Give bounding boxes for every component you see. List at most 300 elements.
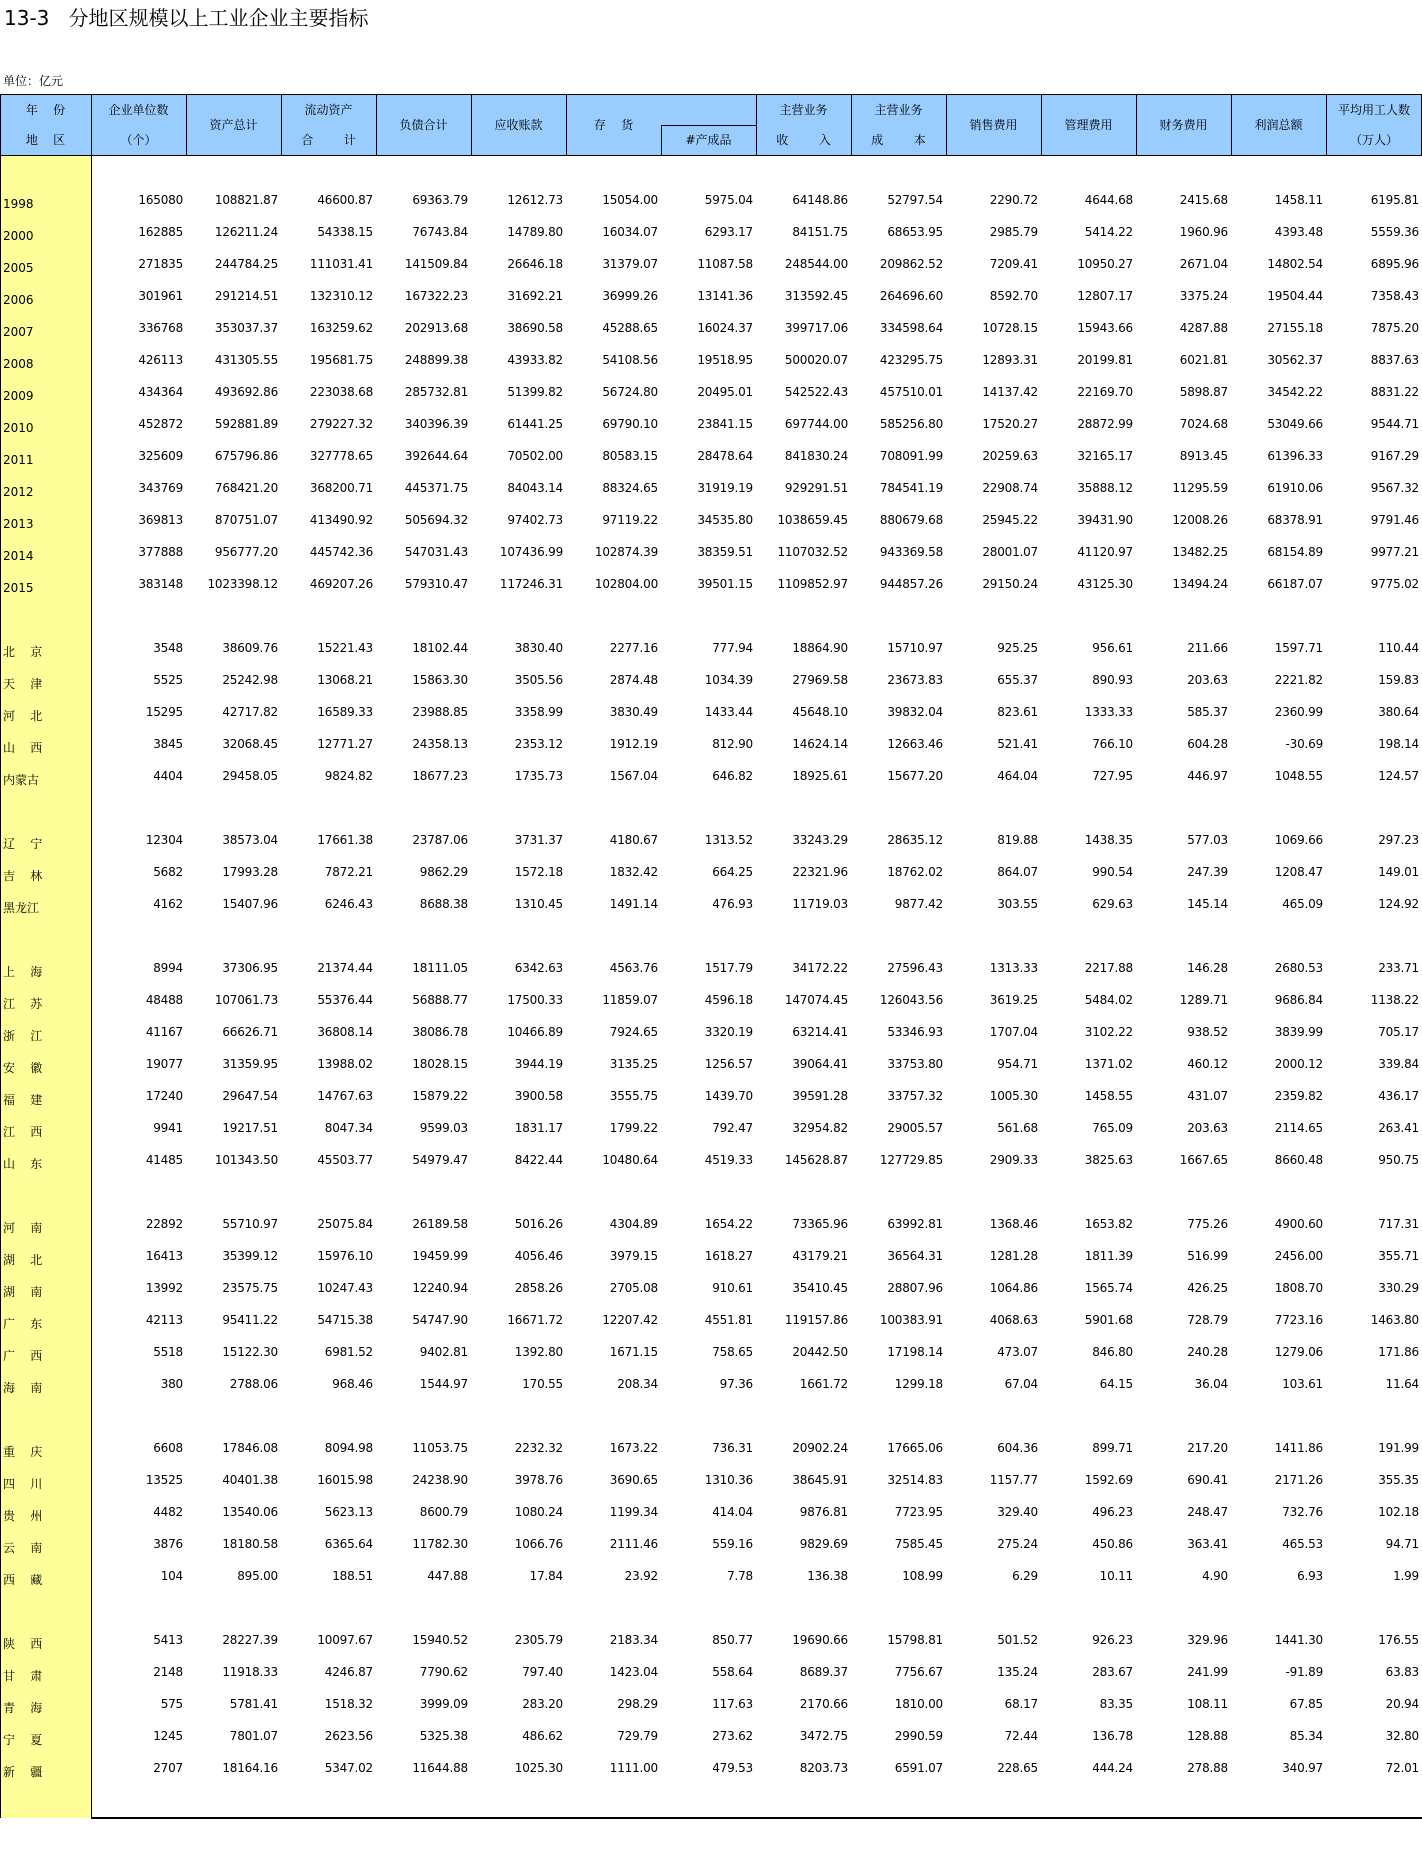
- cell-main-business-revenue: 22321.96: [792, 865, 848, 879]
- header-inventory: 存 货: [593, 118, 634, 132]
- cell-financial-expenses: 728.79: [1187, 1313, 1228, 1327]
- cell-enterprise-count: 22892: [145, 1217, 183, 1231]
- cell-inventory: 4304.89: [609, 1217, 658, 1231]
- cell-inventory: 208.34: [617, 1377, 658, 1391]
- cell-admin-expenses: 956.61: [1092, 641, 1133, 655]
- cell-finished-goods: 758.65: [712, 1345, 753, 1359]
- cell-main-business-cost: 28635.12: [887, 833, 943, 847]
- cell-accounts-receivable: 3731.37: [514, 833, 563, 847]
- cell-admin-expenses: 1653.82: [1084, 1217, 1133, 1231]
- cell-inventory: 102874.39: [594, 545, 658, 559]
- cell-inventory: 1912.19: [609, 737, 658, 751]
- cell-enterprise-count: 13525: [145, 1473, 183, 1487]
- table-row: [0, 1150, 1422, 1176]
- cell-inventory: 16034.07: [602, 225, 658, 239]
- cell-financial-expenses: 775.26: [1187, 1217, 1228, 1231]
- cell-avg-employees: 102.18: [1378, 1505, 1419, 1519]
- cell-total-assets: 17993.28: [222, 865, 278, 879]
- cell-current-assets: 111031.41: [309, 257, 373, 271]
- cell-finished-goods: 1439.70: [704, 1089, 753, 1103]
- cell-inventory: 1111.00: [609, 1761, 658, 1775]
- cell-total-liabilities: 18111.05: [412, 961, 468, 975]
- cell-avg-employees: 355.35: [1378, 1473, 1419, 1487]
- cell-financial-expenses: 1667.65: [1179, 1153, 1228, 1167]
- cell-admin-expenses: 1592.69: [1084, 1473, 1133, 1487]
- cell-total-profit: 2000.12: [1274, 1057, 1323, 1071]
- row-label: 江 西: [3, 1125, 43, 1139]
- cell-accounts-receivable: 84043.14: [507, 481, 563, 495]
- cell-enterprise-count: 325609: [138, 449, 183, 463]
- row-label: 黑龙江: [3, 901, 40, 915]
- cell-avg-employees: 297.23: [1378, 833, 1419, 847]
- row-label: 重 庆: [3, 1445, 43, 1459]
- cell-financial-expenses: 145.14: [1187, 897, 1228, 911]
- cell-financial-expenses: 938.52: [1187, 1025, 1228, 1039]
- grid-line: [186, 94, 187, 156]
- cell-total-liabilities: 11644.88: [412, 1761, 468, 1775]
- data-table: [0, 94, 1422, 1818]
- cell-enterprise-count: 15295: [145, 705, 183, 719]
- unit-label: 单位：亿元: [3, 74, 64, 88]
- table-row: [0, 1662, 1422, 1688]
- cell-avg-employees: 1138.22: [1370, 993, 1419, 1007]
- cell-accounts-receivable: 51399.82: [507, 385, 563, 399]
- cell-accounts-receivable: 1310.45: [514, 897, 563, 911]
- cell-total-liabilities: 23787.06: [412, 833, 468, 847]
- row-label: 天 津: [3, 677, 43, 691]
- cell-enterprise-count: 48488: [145, 993, 183, 1007]
- cell-current-assets: 6365.64: [324, 1537, 373, 1551]
- cell-main-business-cost: 28807.96: [887, 1281, 943, 1295]
- cell-avg-employees: 7358.43: [1370, 289, 1419, 303]
- cell-avg-employees: 7875.20: [1370, 321, 1419, 335]
- cell-avg-employees: 11.64: [1385, 1377, 1419, 1391]
- cell-current-assets: 279227.32: [309, 417, 373, 431]
- cell-finished-goods: 19518.95: [697, 353, 753, 367]
- header-main-business-cost: 主营业务: [874, 103, 923, 117]
- cell-inventory: 1199.34: [609, 1505, 658, 1519]
- cell-main-business-revenue: 3472.75: [799, 1729, 848, 1743]
- cell-enterprise-count: 4162: [153, 897, 183, 911]
- cell-current-assets: 25075.84: [317, 1217, 373, 1231]
- cell-current-assets: 13068.21: [317, 673, 373, 687]
- cell-main-business-revenue: 119157.86: [784, 1313, 848, 1327]
- cell-main-business-cost: 33753.80: [887, 1057, 943, 1071]
- cell-main-business-revenue: 84151.75: [792, 225, 848, 239]
- cell-main-business-revenue: 9876.81: [799, 1505, 848, 1519]
- cell-accounts-receivable: 107436.99: [499, 545, 563, 559]
- cell-selling-expenses: 275.24: [997, 1537, 1038, 1551]
- table-row: [0, 222, 1422, 248]
- cell-avg-employees: 9775.02: [1370, 577, 1419, 591]
- cell-financial-expenses: 460.12: [1187, 1057, 1228, 1071]
- table-row: [0, 1054, 1422, 1080]
- cell-financial-expenses: 431.07: [1187, 1089, 1228, 1103]
- cell-finished-goods: 1310.36: [704, 1473, 753, 1487]
- cell-main-business-revenue: 38645.91: [792, 1473, 848, 1487]
- table-row: [0, 318, 1422, 344]
- cell-selling-expenses: 72.44: [1004, 1729, 1038, 1743]
- cell-enterprise-count: 41167: [145, 1025, 183, 1039]
- cell-admin-expenses: 5484.02: [1084, 993, 1133, 1007]
- cell-accounts-receivable: 1735.73: [514, 769, 563, 783]
- cell-financial-expenses: 516.99: [1187, 1249, 1228, 1263]
- cell-admin-expenses: 136.78: [1092, 1729, 1133, 1743]
- row-label: 云 南: [3, 1541, 43, 1555]
- cell-total-assets: 493692.86: [214, 385, 278, 399]
- cell-finished-goods: 646.82: [712, 769, 753, 783]
- cell-avg-employees: 233.71: [1378, 961, 1419, 975]
- cell-enterprise-count: 12304: [145, 833, 183, 847]
- cell-total-profit: 465.53: [1282, 1537, 1323, 1551]
- cell-enterprise-count: 1245: [153, 1729, 183, 1743]
- cell-total-profit: 1069.66: [1274, 833, 1323, 847]
- row-label: 内蒙古: [3, 773, 40, 787]
- cell-financial-expenses: 690.41: [1187, 1473, 1228, 1487]
- cell-accounts-receivable: 2858.26: [514, 1281, 563, 1295]
- cell-total-liabilities: 547031.43: [404, 545, 468, 559]
- cell-admin-expenses: 22169.70: [1077, 385, 1133, 399]
- cell-admin-expenses: 3825.63: [1084, 1153, 1133, 1167]
- cell-total-profit: 1411.86: [1274, 1441, 1323, 1455]
- cell-total-assets: 25242.98: [222, 673, 278, 687]
- cell-inventory: 729.79: [617, 1729, 658, 1743]
- cell-finished-goods: 736.31: [712, 1441, 753, 1455]
- cell-admin-expenses: 1565.74: [1084, 1281, 1133, 1295]
- cell-financial-expenses: 577.03: [1187, 833, 1228, 847]
- cell-total-profit: 103.61: [1282, 1377, 1323, 1391]
- cell-enterprise-count: 42113: [145, 1313, 183, 1327]
- cell-avg-employees: 436.17: [1378, 1089, 1419, 1103]
- cell-total-assets: 29647.54: [222, 1089, 278, 1103]
- cell-finished-goods: 812.90: [712, 737, 753, 751]
- cell-main-business-cost: 23673.83: [887, 673, 943, 687]
- cell-finished-goods: 1034.39: [704, 673, 753, 687]
- header-main-business-cost-sub: 成 本: [871, 133, 926, 147]
- cell-accounts-receivable: 10466.89: [507, 1025, 563, 1039]
- cell-finished-goods: 7.78: [727, 1569, 753, 1583]
- table-row: [0, 1310, 1422, 1336]
- cell-accounts-receivable: 6342.63: [514, 961, 563, 975]
- cell-total-profit: 4393.48: [1274, 225, 1323, 239]
- cell-total-liabilities: 8688.38: [419, 897, 468, 911]
- cell-admin-expenses: 1371.02: [1084, 1057, 1133, 1071]
- cell-selling-expenses: 10728.15: [982, 321, 1038, 335]
- cell-admin-expenses: 35888.12: [1077, 481, 1133, 495]
- table-row: [0, 1342, 1422, 1368]
- cell-financial-expenses: 128.88: [1187, 1729, 1228, 1743]
- cell-avg-employees: 72.01: [1385, 1761, 1419, 1775]
- cell-main-business-revenue: 145628.87: [784, 1153, 848, 1167]
- cell-inventory: 11859.07: [602, 993, 658, 1007]
- cell-total-liabilities: 167322.23: [404, 289, 468, 303]
- cell-main-business-revenue: 35410.45: [792, 1281, 848, 1295]
- cell-total-assets: 37306.95: [222, 961, 278, 975]
- row-label: 2005: [3, 261, 34, 275]
- cell-avg-employees: 355.71: [1378, 1249, 1419, 1263]
- cell-main-business-cost: 39832.04: [887, 705, 943, 719]
- cell-avg-employees: 9544.71: [1370, 417, 1419, 431]
- cell-avg-employees: 191.99: [1378, 1441, 1419, 1455]
- cell-finished-goods: 777.94: [712, 641, 753, 655]
- cell-selling-expenses: 1064.86: [989, 1281, 1038, 1295]
- cell-total-assets: 291214.51: [214, 289, 278, 303]
- cell-total-profit: 61396.33: [1267, 449, 1323, 463]
- row-label: 辽 宁: [3, 837, 43, 851]
- cell-main-business-cost: 7756.67: [894, 1665, 943, 1679]
- cell-finished-goods: 1517.79: [704, 961, 753, 975]
- cell-selling-expenses: 135.24: [997, 1665, 1038, 1679]
- cell-current-assets: 10247.43: [317, 1281, 373, 1295]
- cell-admin-expenses: 766.10: [1092, 737, 1133, 751]
- cell-main-business-revenue: 697744.00: [784, 417, 848, 431]
- cell-main-business-revenue: 929291.51: [784, 481, 848, 495]
- cell-accounts-receivable: 2305.79: [514, 1633, 563, 1647]
- cell-total-liabilities: 19459.99: [412, 1249, 468, 1263]
- header-financial-expenses: 财务费用: [1159, 118, 1208, 132]
- cell-main-business-revenue: 2170.66: [799, 1697, 848, 1711]
- cell-admin-expenses: 43125.30: [1077, 577, 1133, 591]
- row-label: 广 东: [3, 1317, 43, 1331]
- cell-total-liabilities: 141509.84: [404, 257, 468, 271]
- cell-total-assets: 18180.58: [222, 1537, 278, 1551]
- cell-total-assets: 32068.45: [222, 737, 278, 751]
- cell-financial-expenses: 2415.68: [1179, 193, 1228, 207]
- cell-total-profit: 2360.99: [1274, 705, 1323, 719]
- grid-line: [471, 94, 472, 156]
- cell-avg-employees: 9567.32: [1370, 481, 1419, 495]
- row-label: 海 南: [3, 1381, 43, 1395]
- cell-selling-expenses: 12893.31: [982, 353, 1038, 367]
- cell-total-assets: 107061.73: [214, 993, 278, 1007]
- cell-total-assets: 23575.75: [222, 1281, 278, 1295]
- cell-enterprise-count: 426113: [138, 353, 183, 367]
- header-enterprise-count: 企业单位数: [108, 103, 169, 117]
- cell-main-business-revenue: 147074.45: [784, 993, 848, 1007]
- cell-financial-expenses: 1289.71: [1179, 993, 1228, 1007]
- row-label: 河 南: [3, 1221, 43, 1235]
- cell-inventory: 3690.65: [609, 1473, 658, 1487]
- cell-finished-goods: 4551.81: [704, 1313, 753, 1327]
- cell-inventory: 2111.46: [609, 1537, 658, 1551]
- cell-main-business-cost: 9877.42: [894, 897, 943, 911]
- cell-enterprise-count: 2707: [153, 1761, 183, 1775]
- table-row: [0, 638, 1422, 664]
- cell-total-profit: -30.69: [1285, 737, 1323, 751]
- row-label: 安 徽: [3, 1061, 43, 1075]
- cell-admin-expenses: 4644.68: [1084, 193, 1133, 207]
- grid-line: [1136, 94, 1137, 156]
- cell-financial-expenses: 240.28: [1187, 1345, 1228, 1359]
- table-row: [0, 766, 1422, 792]
- cell-total-liabilities: 3999.09: [419, 1697, 468, 1711]
- cell-finished-goods: 97.36: [719, 1377, 753, 1391]
- cell-financial-expenses: 426.25: [1187, 1281, 1228, 1295]
- cell-admin-expenses: 2217.88: [1084, 961, 1133, 975]
- cell-accounts-receivable: 17.84: [529, 1569, 563, 1583]
- row-label: 贵 州: [3, 1509, 43, 1523]
- cell-financial-expenses: 13494.24: [1172, 577, 1228, 591]
- cell-total-assets: 11918.33: [222, 1665, 278, 1679]
- cell-main-business-revenue: 20902.24: [792, 1441, 848, 1455]
- cell-total-profit: 340.97: [1282, 1761, 1323, 1775]
- cell-total-assets: 42717.82: [222, 705, 278, 719]
- cell-accounts-receivable: 3358.99: [514, 705, 563, 719]
- cell-selling-expenses: 22908.74: [982, 481, 1038, 495]
- cell-avg-employees: 330.29: [1378, 1281, 1419, 1295]
- cell-enterprise-count: 4404: [153, 769, 183, 783]
- cell-admin-expenses: 5901.68: [1084, 1313, 1133, 1327]
- cell-admin-expenses: 444.24: [1092, 1761, 1133, 1775]
- cell-inventory: 54108.56: [602, 353, 658, 367]
- cell-main-business-revenue: 841830.24: [784, 449, 848, 463]
- cell-enterprise-count: 452872: [138, 417, 183, 431]
- cell-finished-goods: 559.16: [712, 1537, 753, 1551]
- cell-main-business-revenue: 43179.21: [792, 1249, 848, 1263]
- cell-main-business-revenue: 11719.03: [792, 897, 848, 911]
- cell-finished-goods: 1618.27: [704, 1249, 753, 1263]
- table-row: [0, 1374, 1422, 1400]
- cell-selling-expenses: 1157.77: [989, 1473, 1038, 1487]
- cell-admin-expenses: 1438.35: [1084, 833, 1133, 847]
- cell-accounts-receivable: 61441.25: [507, 417, 563, 431]
- cell-inventory: 45288.65: [602, 321, 658, 335]
- cell-total-assets: 353037.37: [214, 321, 278, 335]
- cell-finished-goods: 4519.33: [704, 1153, 753, 1167]
- cell-main-business-cost: 29005.57: [887, 1121, 943, 1135]
- cell-current-assets: 968.46: [332, 1377, 373, 1391]
- cell-current-assets: 445742.36: [309, 545, 373, 559]
- cell-enterprise-count: 165080: [138, 193, 183, 207]
- cell-inventory: 4180.67: [609, 833, 658, 847]
- cell-admin-expenses: 1333.33: [1084, 705, 1133, 719]
- cell-main-business-cost: 1299.18: [894, 1377, 943, 1391]
- cell-main-business-cost: 52797.54: [887, 193, 943, 207]
- cell-current-assets: 45503.77: [317, 1153, 373, 1167]
- cell-enterprise-count: 17240: [145, 1089, 183, 1103]
- cell-total-assets: 18164.16: [222, 1761, 278, 1775]
- header-rowcol-bottom: 地 区: [25, 133, 66, 147]
- cell-financial-expenses: 203.63: [1187, 1121, 1228, 1135]
- cell-selling-expenses: 17520.27: [982, 417, 1038, 431]
- cell-selling-expenses: 68.17: [1004, 1697, 1038, 1711]
- cell-total-assets: 29458.05: [222, 769, 278, 783]
- cell-enterprise-count: 575: [160, 1697, 183, 1711]
- cell-total-assets: 95411.22: [222, 1313, 278, 1327]
- cell-main-business-revenue: 1107032.52: [777, 545, 848, 559]
- cell-avg-employees: 159.83: [1378, 673, 1419, 687]
- row-label: 山 东: [3, 1157, 43, 1171]
- cell-total-liabilities: 248899.38: [404, 353, 468, 367]
- cell-inventory: 1832.42: [609, 865, 658, 879]
- cell-finished-goods: 34535.80: [697, 513, 753, 527]
- cell-total-liabilities: 445371.75: [404, 481, 468, 495]
- cell-selling-expenses: 521.41: [997, 737, 1038, 751]
- cell-admin-expenses: 846.80: [1092, 1345, 1133, 1359]
- cell-admin-expenses: 10950.27: [1077, 257, 1133, 271]
- row-label: 湖 北: [3, 1253, 43, 1267]
- cell-main-business-revenue: 20442.50: [792, 1345, 848, 1359]
- table-row: [0, 734, 1422, 760]
- cell-total-liabilities: 15863.30: [412, 673, 468, 687]
- cell-total-liabilities: 69363.79: [412, 193, 468, 207]
- row-label: 2013: [3, 517, 34, 531]
- cell-admin-expenses: 12807.17: [1077, 289, 1133, 303]
- cell-avg-employees: 20.94: [1385, 1697, 1419, 1711]
- row-label: 陕 西: [3, 1637, 43, 1651]
- cell-total-liabilities: 23988.85: [412, 705, 468, 719]
- cell-main-business-cost: 209862.52: [879, 257, 943, 271]
- cell-enterprise-count: 19077: [145, 1057, 183, 1071]
- cell-finished-goods: 23841.15: [697, 417, 753, 431]
- cell-accounts-receivable: 3900.58: [514, 1089, 563, 1103]
- cell-main-business-revenue: 500020.07: [784, 353, 848, 367]
- cell-enterprise-count: 3548: [153, 641, 183, 655]
- cell-accounts-receivable: 3944.19: [514, 1057, 563, 1071]
- grid-line: [756, 94, 757, 156]
- cell-total-profit: 4900.60: [1274, 1217, 1323, 1231]
- cell-accounts-receivable: 2232.32: [514, 1441, 563, 1455]
- cell-current-assets: 469207.26: [309, 577, 373, 591]
- cell-total-liabilities: 76743.84: [412, 225, 468, 239]
- cell-enterprise-count: 3845: [153, 737, 183, 751]
- cell-total-assets: 126211.24: [214, 225, 278, 239]
- cell-avg-employees: 263.41: [1378, 1121, 1419, 1135]
- cell-enterprise-count: 377888: [138, 545, 183, 559]
- cell-total-profit: 2680.53: [1274, 961, 1323, 975]
- cell-total-profit: 2171.26: [1274, 1473, 1323, 1487]
- cell-admin-expenses: 283.67: [1092, 1665, 1133, 1679]
- table-row: [0, 382, 1422, 408]
- table-row: [0, 414, 1422, 440]
- cell-avg-employees: 950.75: [1378, 1153, 1419, 1167]
- table-row: [0, 254, 1422, 280]
- cell-total-profit: 8660.48: [1274, 1153, 1323, 1167]
- row-label: 2000: [3, 229, 34, 243]
- cell-financial-expenses: 13482.25: [1172, 545, 1228, 559]
- header-total-liabilities: 负债合计: [399, 118, 448, 132]
- cell-main-business-cost: 708091.99: [879, 449, 943, 463]
- cell-finished-goods: 273.62: [712, 1729, 753, 1743]
- cell-enterprise-count: 5525: [153, 673, 183, 687]
- row-label: 2012: [3, 485, 34, 499]
- cell-financial-expenses: 241.99: [1187, 1665, 1228, 1679]
- cell-total-assets: 7801.07: [229, 1729, 278, 1743]
- cell-main-business-revenue: 33243.29: [792, 833, 848, 847]
- cell-selling-expenses: 1368.46: [989, 1217, 1038, 1231]
- table-row: [0, 702, 1422, 728]
- cell-admin-expenses: 83.35: [1099, 1697, 1133, 1711]
- cell-inventory: 1423.04: [609, 1665, 658, 1679]
- cell-admin-expenses: 28872.99: [1077, 417, 1133, 431]
- header-main-business-revenue-sub: 收 入: [776, 133, 831, 147]
- cell-total-assets: 592881.89: [214, 417, 278, 431]
- cell-selling-expenses: 2290.72: [989, 193, 1038, 207]
- cell-admin-expenses: 1811.39: [1084, 1249, 1133, 1263]
- cell-financial-expenses: 8913.45: [1179, 449, 1228, 463]
- cell-total-profit: 2221.82: [1274, 673, 1323, 687]
- cell-current-assets: 8094.98: [324, 1441, 373, 1455]
- table-row: [0, 958, 1422, 984]
- cell-current-assets: 12771.27: [317, 737, 373, 751]
- table-row: [0, 990, 1422, 1016]
- cell-finished-goods: 1313.52: [704, 833, 753, 847]
- cell-avg-employees: 1463.80: [1370, 1313, 1419, 1327]
- header-avg-employees: 平均用工人数: [1337, 103, 1410, 117]
- cell-total-assets: 956777.20: [214, 545, 278, 559]
- grid-line: [851, 94, 852, 156]
- header-current-assets-sub: 合 计: [301, 133, 356, 147]
